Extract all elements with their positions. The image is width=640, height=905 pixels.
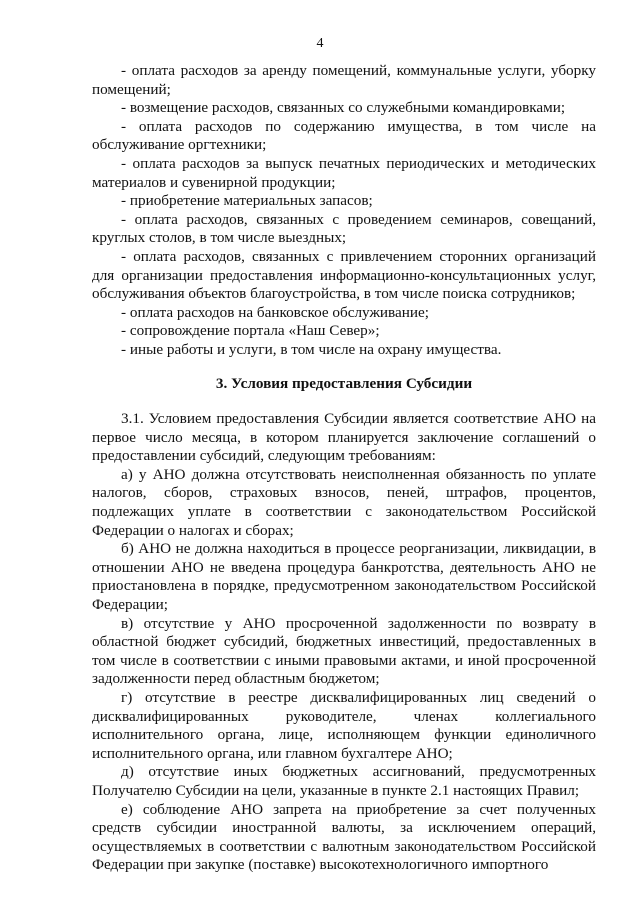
list-item: - оплата расходов, связанных с привлечением сторонних организаций для организации предоставления информационно-консультационных услуг, обслуживания объектов благоустройства, в том числе поиска сотрудников; [92,247,596,303]
paragraph: 3.1. Условием предоставления Субсидии является соответствие АНО на первое число месяца, в котором планируется заключение соглашений о предоставлении субсидий, следующим требованиям: [92,410,596,465]
paragraph: б) АНО не должна находиться в процессе реорганизации, ликвидации, в отношении АНО не введена процедура банкротства, деятельность АНО не приостановлена в порядке, предусмотренном законодательством Российской Федерации; [92,540,596,614]
paragraph: в) отсутствие у АНО просроченной задолженности по возврату в областной бюджет субсидий, бюджетных инвестиций, предоставленных в том числе в соответствии с иными правовыми актами, и иной просроченной задолженности перед областным бюджетом; [92,614,596,688]
paragraph: г) отсутствие в реестре дисквалифицированных лиц сведений о дисквалифицированных руководителе, членах коллегиального исполнительного органа, лице, исполняющем функции единоличного исполнительного органа, или главном бухгалтере АНО; [92,689,596,762]
section-heading: 3. Условия предоставления Субсидии [215,374,473,392]
page-number: 4 [316,36,324,51]
list-item: - приобретение материальных запасов; [121,192,373,210]
document-body [92,62,596,875]
paragraph: е) соблюдение АНО запрета на приобретение за счет полученных средств субсидии иностранной валюты, за исключением операций, осуществляемых в соответствии с валютным законодательством Российской Федерации при закупке (поставке) высокотехнологичного импортного [92,800,596,874]
list-item: - оплата расходов за выпуск печатных периодических и методических материалов и сувенирной продукции; [92,154,596,191]
list-item: - оплата расходов на банковское обслуживание; [121,303,429,321]
list-item: - оплата расходов, связанных с проведением семинаров, совещаний, круглых столов, в том числе выездных; [92,210,596,247]
list-item: - возмещение расходов, связанных со служебными командировками; [121,99,566,117]
list-item: - сопровождение портала «Наш Север»; [121,322,380,340]
paragraph: д) отсутствие иных бюджетных ассигнований, предусмотренных Получателю Субсидии на цели, указанные в пункте 2.1 настоящих Правил; [92,763,596,799]
paragraph: а) у АНО должна отсутствовать неисполненная обязанность по уплате налогов, сборов, страховых взносов, пеней, штрафов, процентов, подлежащих уплате в соответствии с законодательством Российской Федерации о налогах и сборах; [92,465,596,539]
expense-list [92,62,596,360]
list-item: - иные работы и услуги, в том числе на охрану имущества. [121,340,502,358]
list-item: - оплата расходов за аренду помещений, коммунальные услуги, уборку помещений; [92,62,596,98]
list-item: - оплата расходов по содержанию имущества, в том числе на обслуживание оргтехники; [92,117,596,154]
conditions-section [92,410,596,875]
